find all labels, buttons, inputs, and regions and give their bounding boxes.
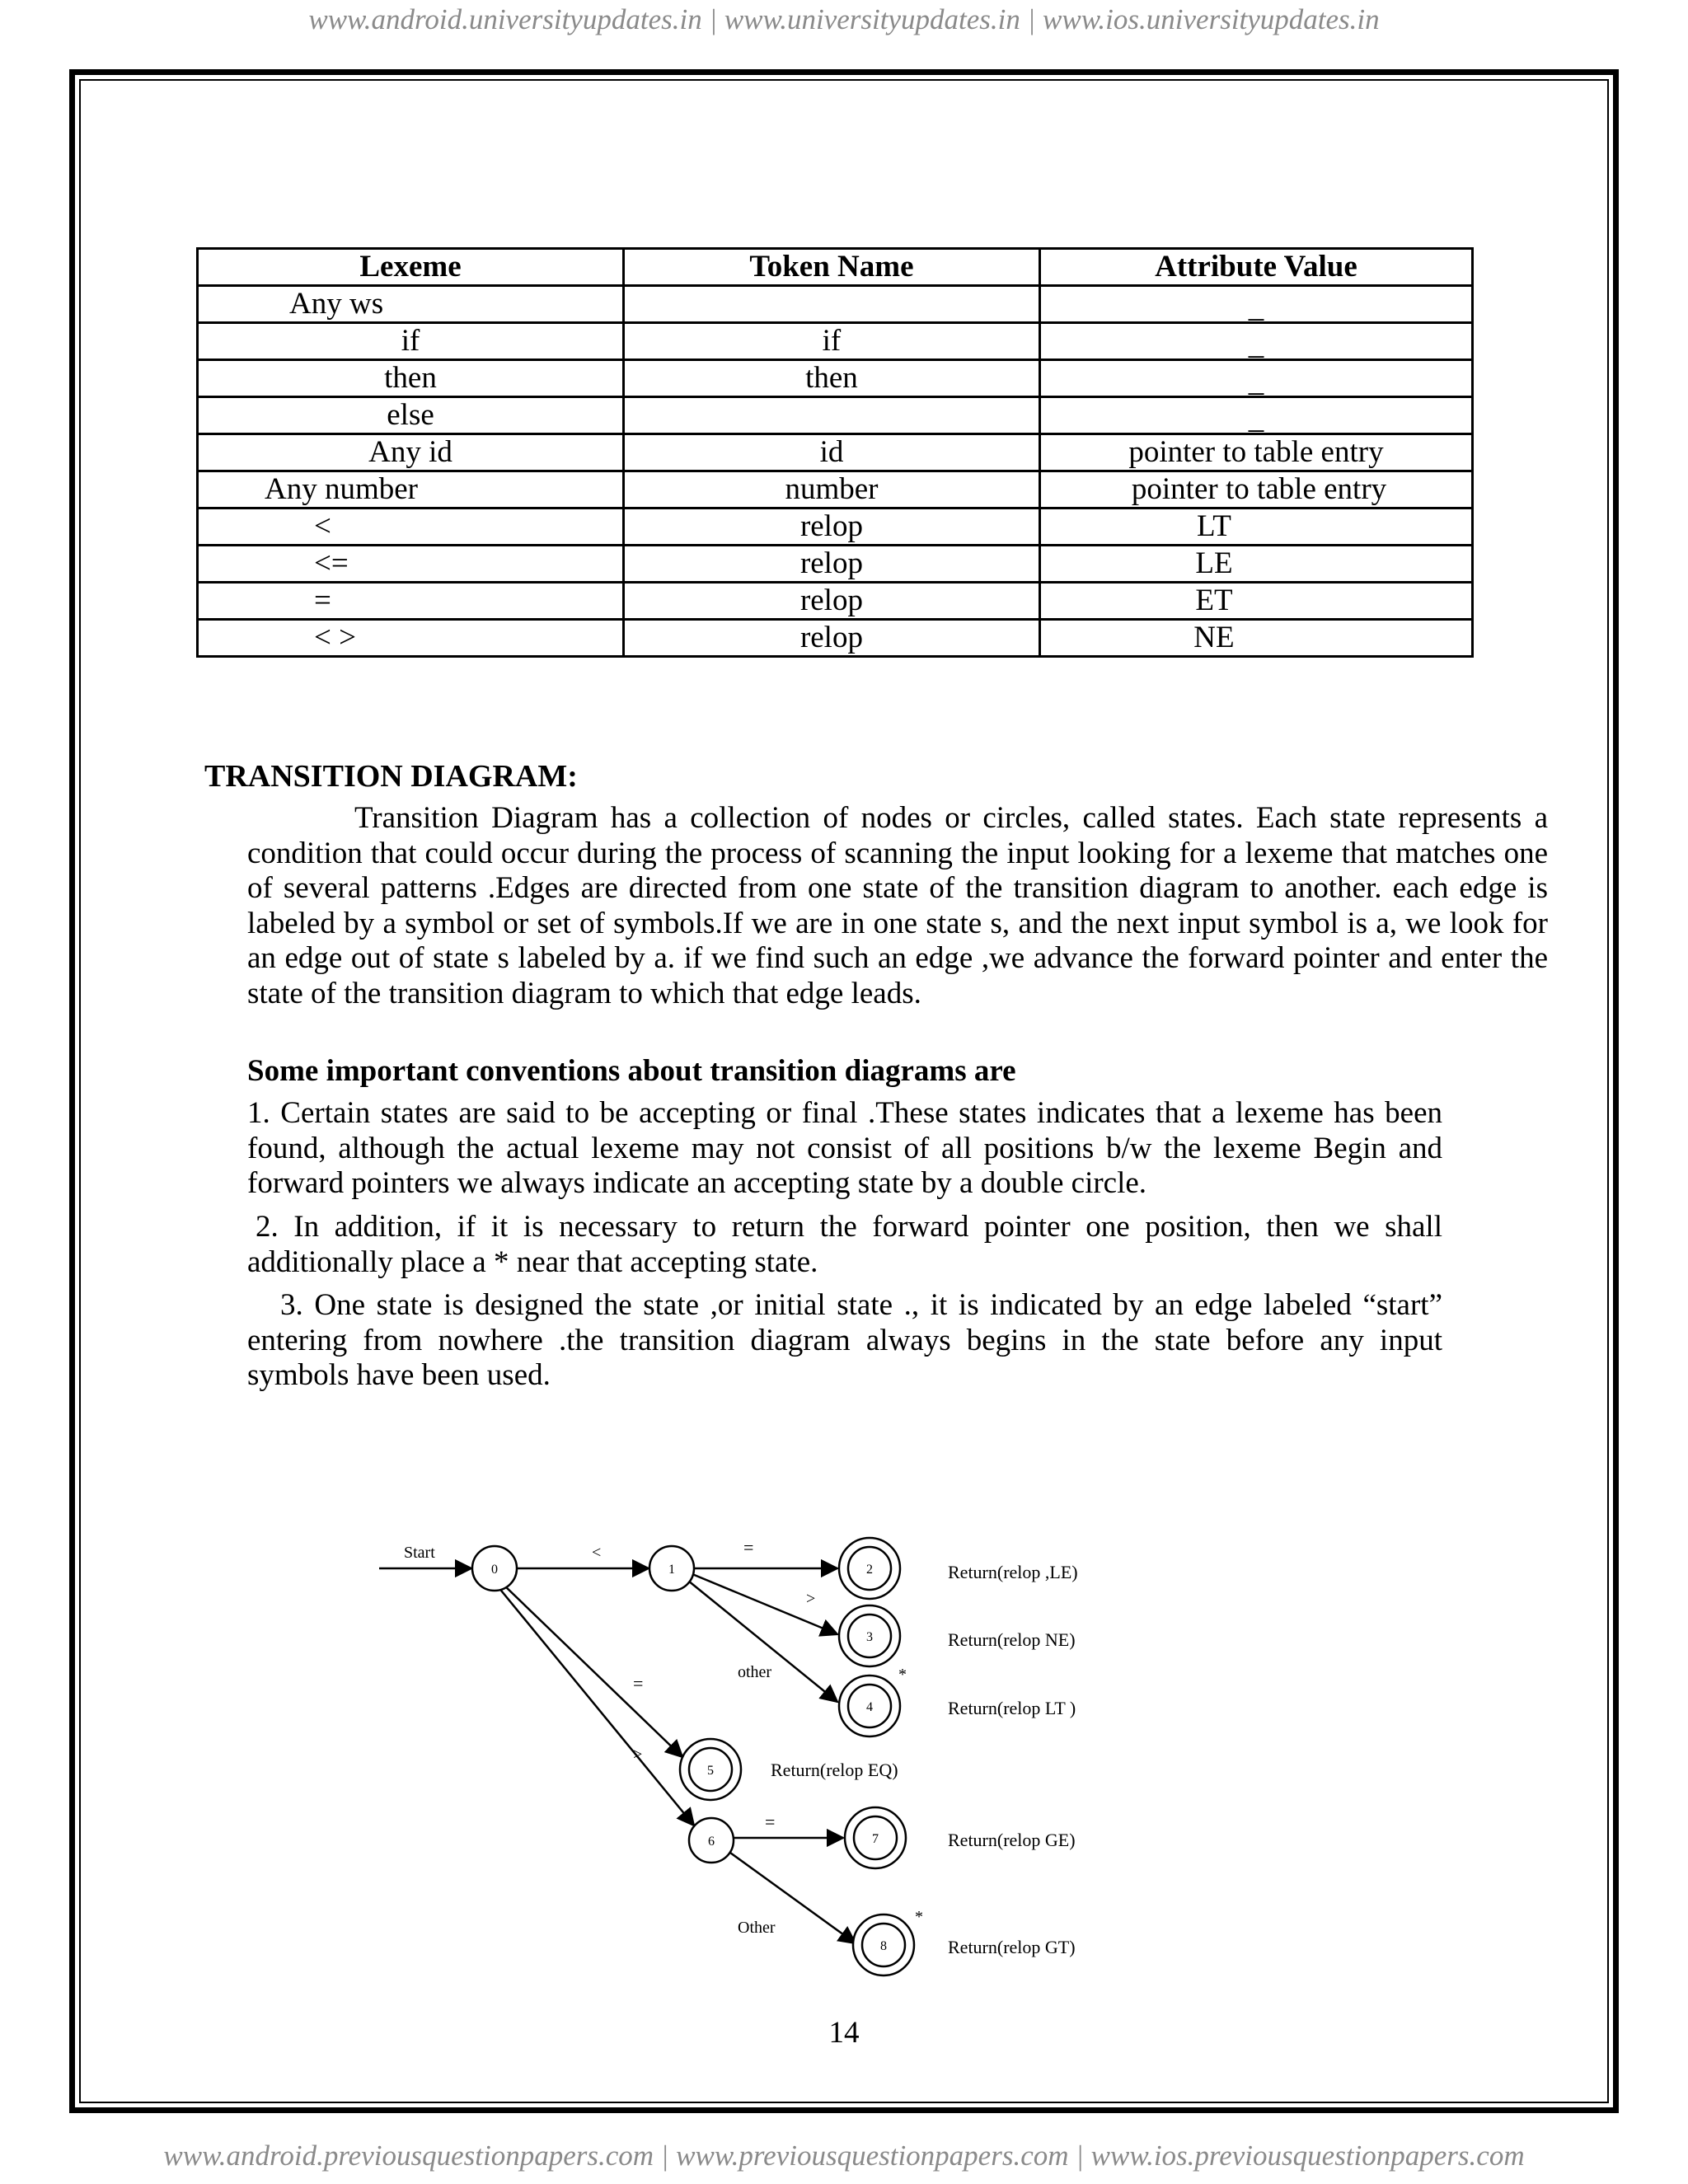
state-7	[845, 1807, 906, 1868]
convention-3: 3. One state is designed the state ,or initial state ., it is indicated by an edge labeled “start” entering from nowhere .the transition diagram always begins in the state before any input symbols have been used.	[247, 1288, 1442, 1392]
edge-label-eq6: =	[765, 1811, 776, 1832]
start-label: Start	[404, 1544, 435, 1562]
state-0-label: 0	[491, 1563, 498, 1577]
state-5-label: 5	[707, 1764, 714, 1778]
cell-lexeme: else	[198, 397, 624, 434]
cell-lexeme: then	[198, 360, 624, 397]
return-label-5: Return(relop EQ)	[771, 1760, 898, 1780]
state-1	[649, 1546, 694, 1591]
state-6	[689, 1818, 734, 1863]
edge-label-eq0: =	[633, 1673, 644, 1694]
cell-token: number	[624, 471, 1040, 509]
conventions-title: Some important conventions about transition diagrams are	[247, 1054, 1016, 1088]
edge-label-gt0: >	[633, 1746, 643, 1764]
cell-lexeme: <	[198, 509, 624, 546]
watermark-top: www.android.universityupdates.in | www.universityupdates.in | www.ios.universityupdates.in	[308, 3, 1380, 35]
cell-lexeme: Any number	[198, 471, 624, 509]
table-row	[198, 583, 1473, 620]
cell-lexeme: Any id	[198, 434, 624, 471]
state-5	[680, 1739, 741, 1800]
table-header-row	[198, 249, 1473, 286]
table-row	[198, 620, 1473, 657]
header-token-name: Token Name	[624, 249, 1040, 286]
convention-1: 1. Certain states are said to be accepting or final .These states indicates that a lexeme has been found, although the actual lexeme may not consist of all positions b/w the lexeme Begin and forward pointers we always indicate an accepting state by a double circle.	[247, 1096, 1442, 1200]
table-row	[198, 360, 1473, 397]
cell-token: id	[624, 434, 1040, 471]
edge-1-3	[692, 1574, 837, 1634]
state-4	[839, 1675, 900, 1736]
cell-lexeme: =	[198, 583, 624, 620]
token-table	[196, 247, 1474, 658]
star-4: *	[898, 1666, 907, 1684]
edge-label-other1: other	[738, 1663, 772, 1681]
state-3	[839, 1605, 900, 1666]
cell-token: then	[624, 360, 1040, 397]
state-0	[472, 1546, 517, 1591]
convention-2: 2. In addition, if it is necessary to return the forward pointer one position, then we shall additionally place a * near that accepting state.	[247, 1210, 1442, 1279]
cell-token: relop	[624, 620, 1040, 657]
state-8	[853, 1915, 914, 1975]
cell-lexeme: if	[198, 323, 624, 360]
state-3-label: 3	[866, 1630, 873, 1644]
cell-token: relop	[624, 509, 1040, 546]
cell-attr: _	[1039, 360, 1472, 397]
cell-lexeme: <=	[198, 546, 624, 583]
watermark-bottom: www.android.previousquestionpapers.com | www.previousquestionpapers.com | www.ios.previousquestionpapers.com	[163, 2139, 1525, 2172]
cell-attr: _	[1039, 323, 1472, 360]
section-title: TRANSITION DIAGRAM:	[204, 759, 578, 794]
state-2	[839, 1538, 900, 1599]
cell-token: relop	[624, 583, 1040, 620]
state-1-label: 1	[668, 1563, 675, 1577]
state-2-label: 2	[866, 1563, 873, 1577]
cell-attr: pointer to table entry	[1039, 434, 1472, 471]
intro-paragraph: Transition Diagram has a collection of nodes or circles, called states. Each state represents a condition that could occur during the process of scanning the input looking for a lexeme that matches one of several patterns .Edges are directed from one state of the transition diagram to another. each edge is labeled by a symbol or set of symbols.If we are in one state s, and the next input symbol is a, we look for an edge out of state s labeled by a. if we find such an edge ,we advance the forward pointer and enter the state of the transition diagram to which that edge leads.	[247, 801, 1548, 1010]
cell-lexeme: Any ws	[198, 286, 624, 323]
header-attribute-value: Attribute Value	[1039, 249, 1472, 286]
return-label-2: Return(relop ,LE)	[948, 1562, 1078, 1582]
return-label-7: Return(relop GE)	[948, 1830, 1076, 1850]
edge-0-6	[498, 1586, 694, 1825]
edge-label-other6: Other	[738, 1919, 776, 1937]
table-row	[198, 471, 1473, 509]
cell-attr: _	[1039, 286, 1472, 323]
cell-token	[624, 397, 1040, 434]
star-8: *	[915, 1908, 923, 1926]
cell-token: relop	[624, 546, 1040, 583]
cell-attr: NE	[1039, 620, 1472, 657]
edge-label-eq1: =	[743, 1537, 754, 1558]
cell-attr: _	[1039, 397, 1472, 434]
page-number: 14	[828, 2016, 860, 2050]
edge-0-5	[503, 1584, 682, 1757]
edge-label-gt1: >	[806, 1590, 816, 1608]
cell-lexeme: < >	[198, 620, 624, 657]
cell-attr: LT	[1039, 509, 1472, 546]
cell-attr: ET	[1039, 583, 1472, 620]
header-lexeme: Lexeme	[198, 249, 624, 286]
table-row	[198, 397, 1473, 434]
return-label-3: Return(relop NE)	[948, 1629, 1076, 1650]
table-row	[198, 509, 1473, 546]
table-row	[198, 546, 1473, 583]
table-row	[198, 286, 1473, 323]
cell-token: if	[624, 323, 1040, 360]
edge-label-lt: <	[592, 1544, 602, 1562]
table-row	[198, 434, 1473, 471]
table-row	[198, 323, 1473, 360]
return-label-4: Return(relop LT )	[948, 1698, 1076, 1718]
cell-token	[624, 286, 1040, 323]
return-label-8: Return(relop GT)	[948, 1937, 1076, 1957]
state-7-label: 7	[872, 1832, 879, 1846]
cell-attr: LE	[1039, 546, 1472, 583]
state-8-label: 8	[880, 1939, 887, 1953]
transition-diagram	[371, 1525, 1154, 1986]
cell-attr: pointer to table entry	[1039, 471, 1472, 509]
state-6-label: 6	[708, 1835, 715, 1849]
state-4-label: 4	[866, 1700, 873, 1714]
